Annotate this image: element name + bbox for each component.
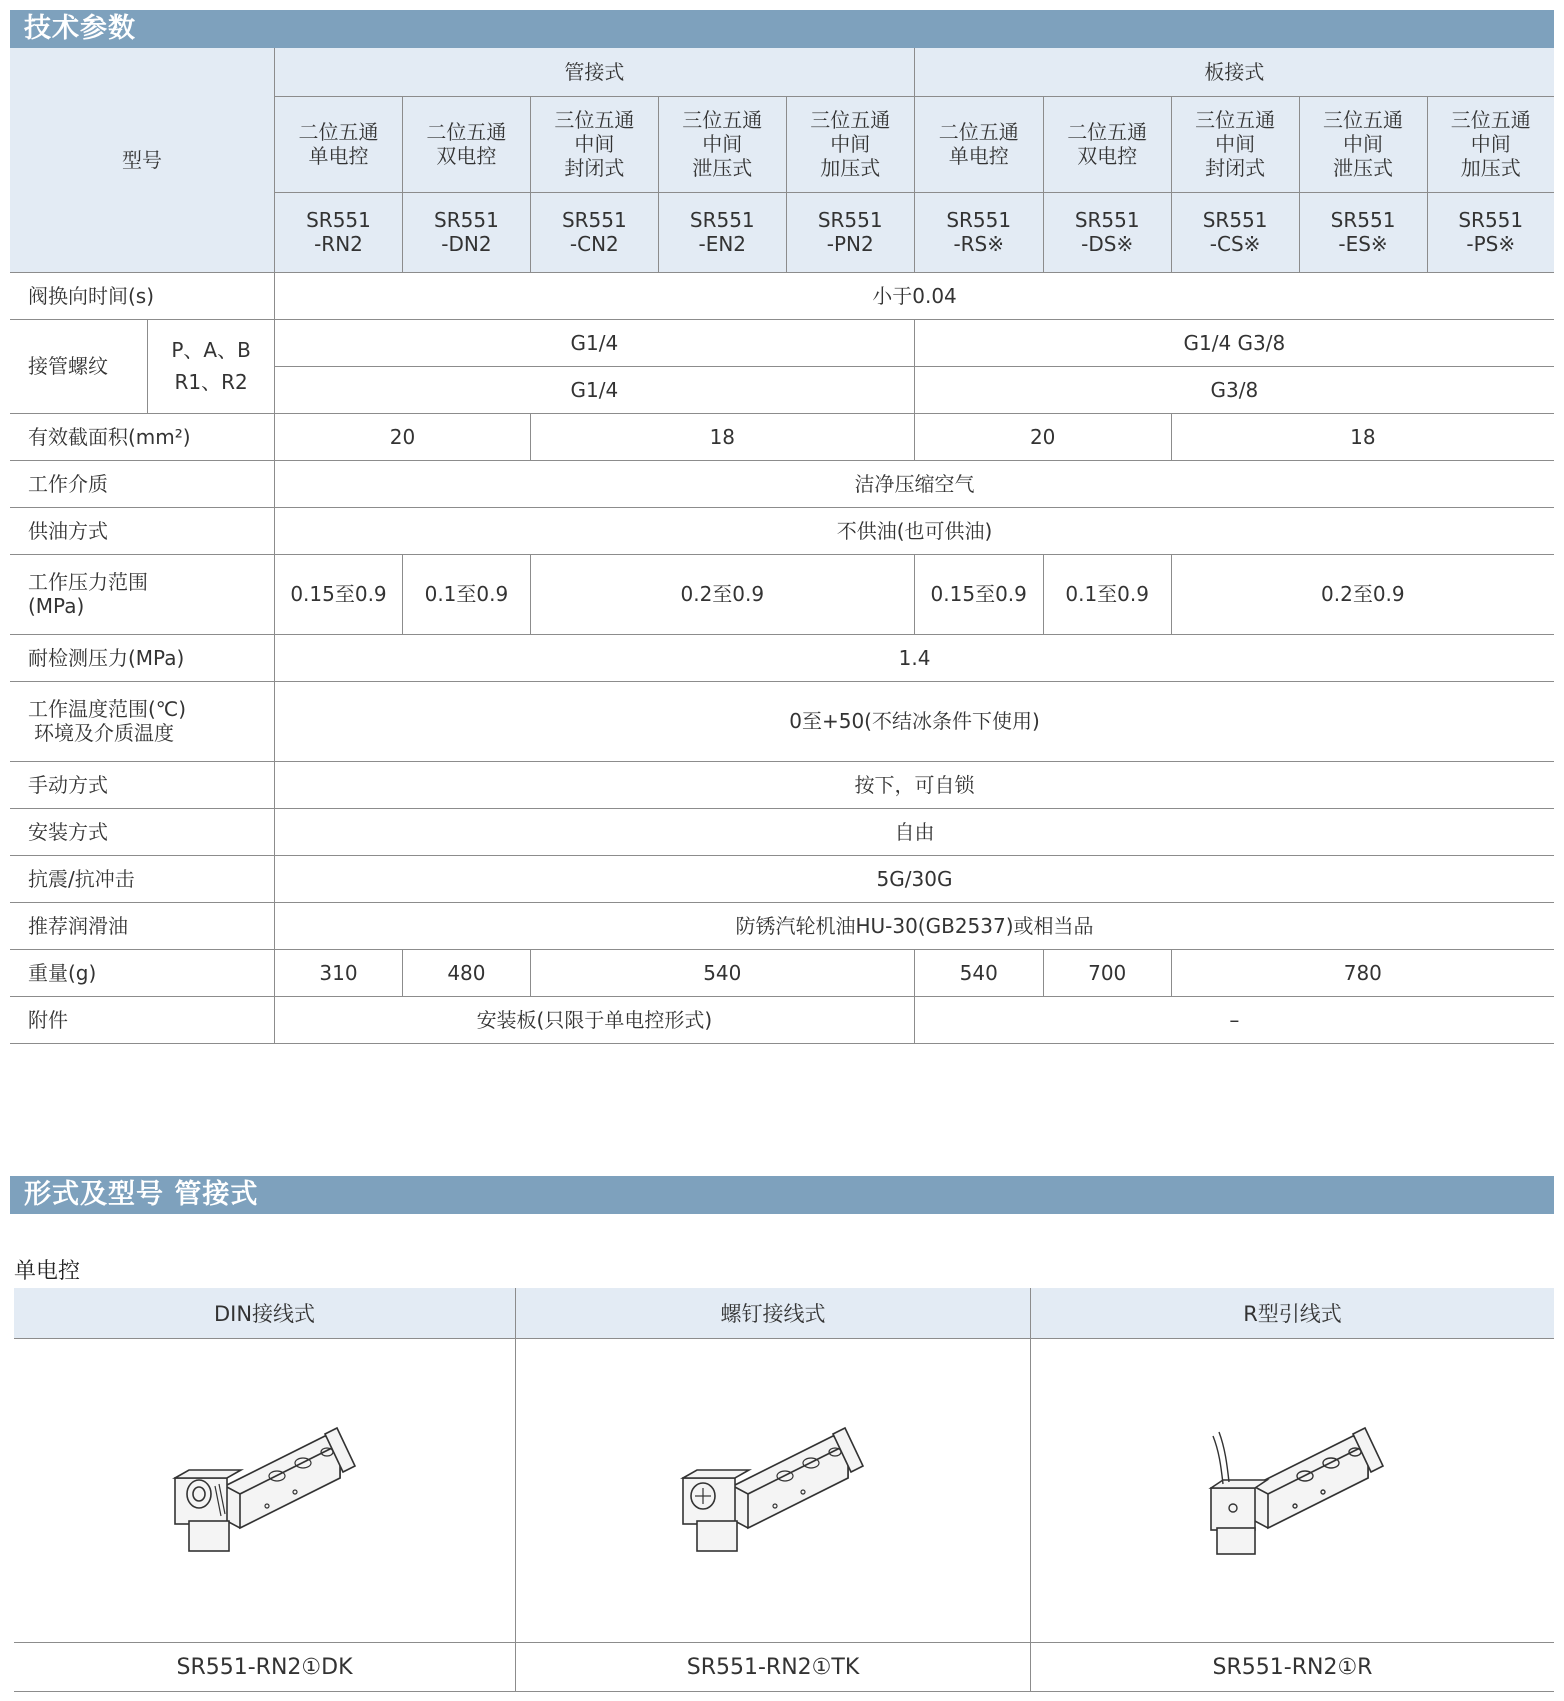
thread-label: 接管螺纹	[10, 319, 148, 413]
function-header-line: 中间	[830, 132, 871, 156]
model-code-cell	[1299, 192, 1427, 272]
model-code-line: SR551	[1330, 208, 1396, 232]
weight-value: 700	[1043, 949, 1171, 996]
shock-value: 5G/30G	[275, 855, 1554, 902]
function-header	[1171, 96, 1299, 192]
model-code-cell	[658, 192, 786, 272]
model-code-line: SR551	[561, 208, 627, 232]
function-header-line: 中间	[1215, 132, 1256, 156]
thread-port-pab: P、A、B	[171, 338, 251, 362]
model-code-cell	[275, 192, 403, 272]
area-value: 18	[1171, 413, 1554, 460]
function-header-line: 单电控	[948, 144, 1009, 168]
thread-p1-pipe: G1/4	[275, 319, 915, 366]
model-code-line: -DN2	[441, 232, 492, 256]
function-header	[402, 96, 530, 192]
form-section-title: 形式及型号 管接式	[10, 1176, 1554, 1214]
switch-time-value: 小于0.04	[275, 272, 1554, 319]
temp-value: 0至+50(不结冰条件下使用)	[275, 681, 1554, 761]
function-header-line: 二位五通	[1067, 120, 1148, 144]
single-solenoid-label: 单电控	[14, 1259, 81, 1284]
form-head-lead: R型引线式	[1031, 1288, 1554, 1339]
form-code-din: SR551-RN2①DK	[14, 1642, 516, 1692]
pressure-value: 0.15至0.9	[275, 554, 403, 634]
shock-label: 抗震/抗冲击	[10, 855, 275, 902]
switch-time-label: 阀换向时间(s)	[10, 272, 275, 319]
pressure-label	[10, 554, 275, 634]
model-code-line: -EN2	[698, 232, 747, 256]
function-header-line: 双电控	[436, 144, 497, 168]
mount-label: 安装方式	[10, 808, 275, 855]
model-code-cell	[1043, 192, 1171, 272]
form-grid	[14, 1288, 1554, 1692]
area-value: 20	[914, 413, 1171, 460]
screw-terminal-valve-icon	[516, 1339, 1031, 1642]
pressure-value: 0.2至0.9	[1171, 554, 1554, 634]
function-header	[275, 96, 403, 192]
form-code-screw: SR551-RN2①TK	[516, 1642, 1031, 1692]
accessory-label: 附件	[10, 996, 275, 1043]
medium-value: 洁净压缩空气	[275, 460, 1554, 507]
model-code-line: -PS※	[1466, 232, 1516, 256]
model-code-line: SR551	[306, 208, 371, 232]
lead-wire-valve-icon	[1031, 1339, 1554, 1642]
model-code-line: SR551	[1074, 208, 1140, 232]
weight-value: 480	[402, 949, 530, 996]
pressure-label-line: 工作压力范围	[28, 570, 148, 594]
spec-table	[10, 48, 1554, 1044]
form-head-din: DIN接线式	[14, 1288, 516, 1339]
pressure-value: 0.2至0.9	[530, 554, 914, 634]
function-header	[1299, 96, 1427, 192]
thread-port-r: R1、R2	[174, 370, 248, 394]
weight-value: 540	[530, 949, 914, 996]
function-header-line: 三位五通	[810, 108, 891, 132]
thread-ports	[148, 319, 275, 413]
mount-value: 自由	[275, 808, 1554, 855]
model-code-cell	[402, 192, 530, 272]
area-label: 有效截面积(mm²)	[10, 413, 275, 460]
manual-value: 按下，可自锁	[275, 761, 1554, 808]
thread-p2-plate: G3/8	[914, 366, 1554, 413]
proof-label: 耐检测压力(MPa)	[10, 634, 275, 681]
model-code-cell	[1427, 192, 1554, 272]
oil-label: 供油方式	[10, 507, 275, 554]
function-header	[914, 96, 1043, 192]
function-header-line: 二位五通	[298, 120, 379, 144]
model-code-line: -DS※	[1081, 232, 1134, 256]
medium-label: 工作介质	[10, 460, 275, 507]
weight-label: 重量(g)	[10, 949, 275, 996]
function-header-line: 中间	[1343, 132, 1384, 156]
model-code-line: -RS※	[953, 232, 1005, 256]
model-code-line: SR551	[1202, 208, 1268, 232]
function-header-line: 封闭式	[1205, 156, 1266, 180]
function-header-line: 三位五通	[1323, 108, 1404, 132]
function-header	[1043, 96, 1171, 192]
function-header-line: 泄压式	[692, 156, 753, 180]
function-header-line: 单电控	[308, 144, 369, 168]
thread-p2-pipe: G1/4	[275, 366, 915, 413]
model-code-cell	[1171, 192, 1299, 272]
function-header-line: 二位五通	[426, 120, 507, 144]
model-code-cell	[786, 192, 914, 272]
function-header-line: 三位五通	[1195, 108, 1276, 132]
form-code-lead: SR551-RN2①R	[1031, 1642, 1554, 1692]
spec-section-title: 技术参数	[10, 10, 1554, 48]
model-code-line: SR551	[946, 208, 1012, 232]
pressure-value: 0.1至0.9	[402, 554, 530, 634]
function-header	[786, 96, 914, 192]
model-code-line: -ES※	[1338, 232, 1388, 256]
temp-label-line: 环境及介质温度	[34, 721, 174, 745]
form-head-screw: 螺钉接线式	[516, 1288, 1031, 1339]
model-code-cell	[530, 192, 658, 272]
model-code-cell	[914, 192, 1043, 272]
pressure-label-line: (MPa)	[28, 594, 85, 618]
function-header-line: 泄压式	[1333, 156, 1394, 180]
function-header-line: 中间	[574, 132, 615, 156]
function-header-line: 三位五通	[682, 108, 763, 132]
pressure-value: 0.15至0.9	[914, 554, 1043, 634]
group-pipe-header: 管接式	[275, 48, 915, 96]
lube-value: 防锈汽轮机油HU-30(GB2537)或相当品	[275, 902, 1554, 949]
function-header-line: 三位五通	[554, 108, 635, 132]
function-header-line: 封闭式	[564, 156, 625, 180]
temp-label	[10, 681, 275, 761]
model-code-line: SR551	[817, 208, 883, 232]
model-code-line: -PN2	[826, 232, 874, 256]
area-value: 20	[275, 413, 531, 460]
function-header-line: 中间	[702, 132, 743, 156]
function-header-line: 加压式	[820, 156, 881, 180]
oil-value: 不供油(也可供油)	[275, 507, 1554, 554]
weight-value: 780	[1171, 949, 1554, 996]
proof-value: 1.4	[275, 634, 1554, 681]
accessory-plate: –	[914, 996, 1554, 1043]
temp-label-line: 工作温度范围(℃)	[28, 697, 187, 721]
din-solenoid-valve-icon	[14, 1339, 516, 1642]
function-header	[1427, 96, 1554, 192]
function-header-line: 二位五通	[938, 120, 1019, 144]
weight-value: 310	[275, 949, 403, 996]
accessory-pipe: 安装板(只限于单电控形式)	[275, 996, 915, 1043]
weight-value: 540	[914, 949, 1043, 996]
pressure-value: 0.1至0.9	[1043, 554, 1171, 634]
group-plate-header: 板接式	[914, 48, 1554, 96]
model-code-line: SR551	[434, 208, 499, 232]
function-header	[658, 96, 786, 192]
function-header-line: 双电控	[1077, 144, 1138, 168]
function-header-line: 三位五通	[1450, 108, 1531, 132]
area-value: 18	[530, 413, 914, 460]
model-code-line: -RN2	[314, 232, 363, 256]
model-code-line: SR551	[689, 208, 755, 232]
function-header-line: 中间	[1470, 132, 1511, 156]
function-header	[530, 96, 658, 192]
thread-p1-plate: G1/4 G3/8	[914, 319, 1554, 366]
lube-label: 推荐润滑油	[10, 902, 275, 949]
function-header-line: 加压式	[1460, 156, 1521, 180]
model-code-line: -CS※	[1209, 232, 1261, 256]
manual-label: 手动方式	[10, 761, 275, 808]
model-code-line: -CN2	[569, 232, 619, 256]
model-label: 型号	[10, 48, 275, 272]
model-code-line: SR551	[1458, 208, 1524, 232]
